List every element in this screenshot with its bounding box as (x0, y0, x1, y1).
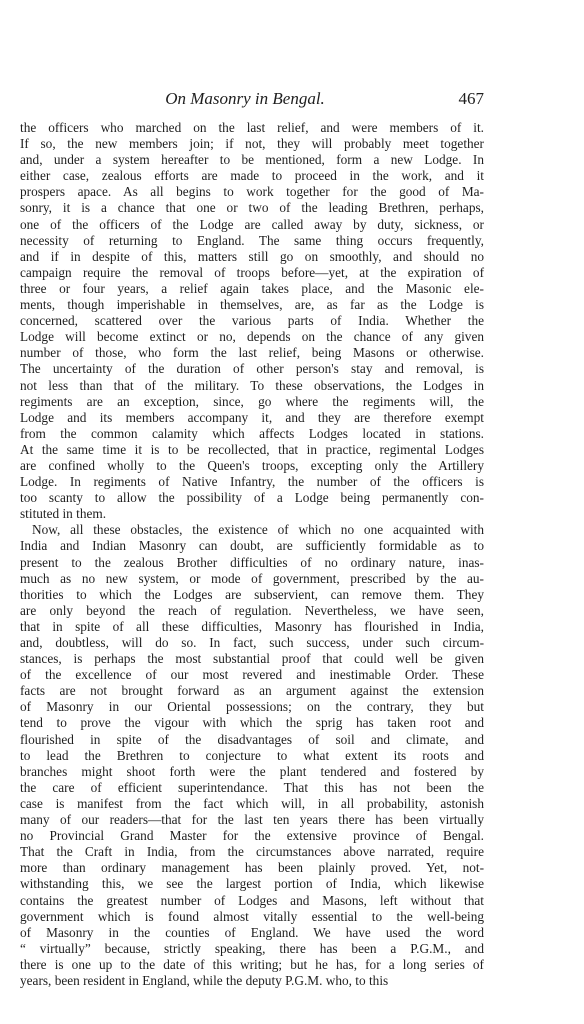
text-line: no Provincial Grand Master for the extensive province of Bengal. (20, 828, 484, 844)
text-line: Lodge. In regiments of Native Infantry, the number of the officers is (20, 474, 484, 490)
text-line: and, under a system hereafter to be mentioned, form a new Lodge. In (20, 152, 484, 168)
text-line: too scanty to allow the possibility of a Lodge being permanently con- (20, 490, 484, 506)
text-line: the officers who marched on the last relief, and were members of it. (20, 120, 484, 135)
text-line: and if in despite of this, matters still go on smoothly, and should no (20, 248, 484, 264)
page-number: 467 (458, 89, 484, 108)
text-line: three or four years, a relief again takes place, and the Masonic ele- (20, 280, 484, 296)
text-line: one of the officers of the Lodge are called away by duty, sickness, or (20, 216, 484, 232)
text-line: thorities to which the Lodges are subservient, can remove them. They (20, 586, 484, 602)
text-line: not less than that of the military. To these observations, the Lodges in (20, 377, 484, 393)
text-line: Lodge will become extinct or no, depends on the chance of any given (20, 329, 484, 345)
text-line: The uncertainty of the duration of other person's stay and removal, is (20, 361, 484, 377)
text-line: “ virtually” because, strictly speaking, there has been a P.G.M., and (20, 940, 484, 956)
text-line: more than ordinary management has been plainly proved. Yet, not- (20, 860, 484, 876)
text-line: of Masonry in our Oriental possessions; on the contrary, they but (20, 699, 484, 715)
text-line: many of our readers—that for the last ten years there has been virtually (20, 812, 484, 828)
text-line: stances, is perhaps the most substantial proof that could well be given (20, 651, 484, 667)
text-line: and, doubtless, will do so. In fact, such success, under such circum- (20, 635, 484, 650)
text-line: are only beyond the reach of regulation. Nevertheless, we have seen, (20, 602, 484, 618)
running-title: On Masonry in Bengal. (165, 89, 325, 108)
text-line: present to the zealous Brother difficulties of no ordinary nature, inas- (20, 554, 484, 570)
text-line: prospers apace. As all begins to work together for the good of Ma- (20, 184, 484, 200)
text-line: branches might shoot forth were the plant tendered and fostered by (20, 763, 484, 779)
page-header (20, 88, 484, 110)
text-line: sonry, it is a chance that one or two of the leading Brethren, perhaps, (20, 200, 484, 216)
text-line: much as no new system, or mode of government, prescribed by the au- (20, 570, 484, 586)
body-text (20, 120, 484, 989)
paragraph (20, 522, 484, 989)
text-line: tend to prove the vigour with which the sprig has taken root and (20, 715, 484, 731)
text-line: to lead the Brethren to conjecture to what extent its roots and (20, 747, 484, 763)
text-line: facts are not brought forward as an argument against the extension (20, 683, 484, 699)
text-line: ments, though imperishable in themselves, are, as far as the Lodge is (20, 297, 484, 313)
text-line: That the Craft in India, from the circumstances above narrated, require (20, 844, 484, 860)
text-line: years, been resident in England, while the deputy P.G.M. who, to this (20, 972, 389, 988)
text-line: either case, zealous efforts are made to proceed in the work, and it (20, 168, 484, 184)
text-line: of Masonry in the counties of England. We have used the word (20, 924, 484, 940)
text-line: from the common calamity which affects Lodges located in stations. (20, 425, 484, 441)
text-line: India and Indian Masonry can doubt, are sufficiently formidable as to (20, 538, 484, 554)
text-line: concerned, scattered over the various parts of India. Whether the (20, 313, 484, 329)
text-line: are confined wholly to the Queen's troops, excepting only the Artillery (20, 457, 484, 473)
text-line: stituted in them. (20, 506, 107, 522)
text-line: Now, all these obstacles, the existence of which no one acquainted with (32, 522, 484, 538)
text-line: that in spite of all these difficulties, Masonry has flourished in India, (20, 618, 484, 634)
text-line: case is manifest from the fact which will, in all probability, astonish (20, 795, 484, 811)
text-line: withstanding this, we see the largest portion of India, which likewise (20, 876, 484, 892)
text-line: of the excellence of our most revered and inestimable Order. These (20, 667, 484, 683)
text-line: flourished in spite of the disadvantages of soil and climate, and (20, 731, 484, 747)
text-line: If so, the new members join; if not, they will probably meet together (20, 136, 484, 152)
paragraph (20, 120, 484, 522)
text-line: the care of efficient superintendance. That this has not been the (20, 779, 484, 795)
text-line: At the same time it is to be recollected, that in practice, regimental Lodges (20, 441, 484, 457)
text-line: necessity of returning to England. The same thing occurs frequently, (20, 232, 484, 248)
text-line: regiments are an exception, since, go where the regiments will, the (20, 393, 484, 409)
text-line: there is one up to the date of this writing; but he has, for a long series of (20, 956, 484, 972)
text-line: government which is found almost vitally essential to the well-being (20, 908, 484, 924)
text-line: number of those, who form the last relief, being Masons or otherwise. (20, 345, 484, 361)
text-line: contains the greatest number of Lodges and Masons, left without that (20, 892, 484, 908)
text-line: Lodge and its members accompany it, and they are therefore exempt (20, 409, 484, 425)
text-line: campaign require the removal of troops before—yet, at the expiration of (20, 264, 484, 280)
